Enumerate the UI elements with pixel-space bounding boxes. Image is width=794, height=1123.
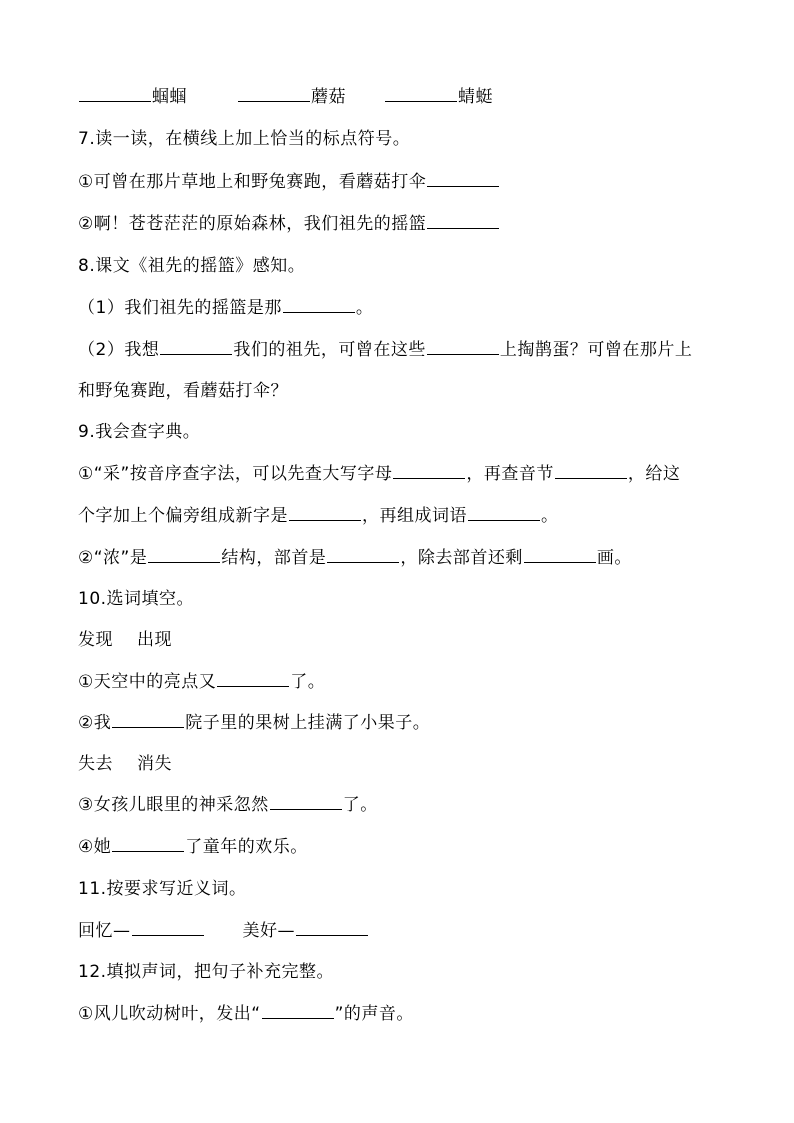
question-10-item-4: ④她 了童年的欢乐。 [78, 837, 308, 857]
question-8-item-1: （1）我们祖先的摇篮是那 。 [78, 298, 374, 318]
answer-blank[interactable] [289, 505, 361, 521]
question-9-item-1-cont: 个字加上个偏旁组成新字是 ，再组成词语 。 [78, 506, 559, 526]
answer-blank[interactable] [393, 463, 465, 479]
question-11-title: 11.按要求写近义词。 [78, 879, 247, 899]
answer-blank[interactable] [427, 171, 499, 187]
word-blanks-row [78, 86, 724, 108]
question-10-item-3: ③女孩儿眼里的神采忽然 了。 [78, 795, 378, 815]
question-10-item-2: ②我 院子里的果树上挂满了小果子。 [78, 713, 431, 733]
answer-blank[interactable] [270, 794, 342, 810]
question-11-items: 回忆— 美好— [78, 920, 724, 942]
answer-blank[interactable] [283, 297, 355, 313]
word-label: 蝈蝈 [152, 87, 187, 107]
answer-blank[interactable] [327, 547, 399, 563]
word-label: 蘑菇 [311, 87, 346, 107]
answer-blank[interactable] [112, 712, 184, 728]
question-9-item-2: ②“浓”是 结构，部首是 ，除去部首还剩 画。 [78, 548, 632, 568]
answer-blank[interactable] [296, 920, 368, 936]
answer-blank[interactable] [148, 547, 220, 563]
answer-blank[interactable] [79, 86, 151, 102]
question-8-title: 8.课文《祖先的摇篮》感知。 [78, 256, 306, 276]
word-label: 蜻蜓 [458, 87, 493, 107]
question-10-title: 10.选词填空。 [78, 589, 195, 609]
question-9-title: 9.我会查字典。 [78, 422, 201, 442]
question-12-item-1: ①风儿吹动树叶，发出“ ”的声音。 [78, 1004, 414, 1024]
question-10-item-1: ①天空中的亮点又 了。 [78, 672, 326, 692]
question-8-item-2: （2）我想 我们的祖先，可曾在这些 上掏鹊蛋？可曾在那片上 [78, 340, 693, 360]
answer-blank[interactable] [468, 505, 540, 521]
question-8-item-2-cont: 和野兔赛跑，看蘑菇打伞？ [78, 381, 288, 401]
answer-blank[interactable] [555, 463, 627, 479]
question-12-title: 12.填拟声词，把句子补充完整。 [78, 962, 335, 982]
question-7-sentence-2: ②啊！苍苍茫茫的原始森林，我们祖先的摇篮 [78, 213, 724, 235]
question-10-options-2: 失去 消失 [78, 754, 172, 774]
answer-blank[interactable] [217, 671, 289, 687]
answer-blank[interactable] [112, 836, 184, 852]
answer-blank[interactable] [524, 547, 596, 563]
answer-blank[interactable] [262, 1003, 334, 1019]
question-10-options-1: 发现 出现 [78, 630, 172, 650]
answer-blank[interactable] [427, 339, 499, 355]
answer-blank[interactable] [385, 86, 457, 102]
answer-blank[interactable] [160, 339, 232, 355]
question-9-item-1: ①“采”按音序查字法，可以先查大写字母 ，再查音节 ，给这 [78, 464, 681, 484]
answer-blank[interactable] [238, 86, 310, 102]
answer-blank[interactable] [132, 920, 204, 936]
question-7-sentence-1: ①可曾在那片草地上和野兔赛跑，看蘑菇打伞 [78, 171, 724, 193]
question-7-title: 7.读一读，在横线上加上恰当的标点符号。 [78, 129, 411, 149]
answer-blank[interactable] [427, 213, 499, 229]
